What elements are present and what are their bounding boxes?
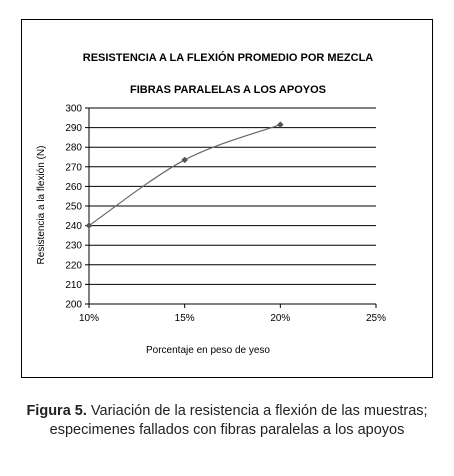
x-tick-label: 20% [270, 313, 291, 324]
y-tick-label: 270 [65, 162, 82, 174]
y-axis-label: Resistencia a la flexión (N) [36, 145, 47, 265]
chart-title-line-2: FIBRAS PARALELAS A LOS APOYOS [130, 84, 326, 96]
axes [85, 108, 376, 308]
series-line [89, 125, 280, 226]
x-tick-label: 10% [78, 313, 100, 324]
y-tick-label: 250 [65, 201, 82, 213]
figure-frame [21, 19, 433, 378]
data-point-marker [182, 157, 188, 163]
y-tick-label: 280 [65, 142, 82, 154]
grid-lines [89, 108, 376, 304]
y-tick-label: 200 [65, 299, 82, 311]
y-tick-label: 210 [65, 279, 82, 291]
y-tick-label: 240 [65, 221, 82, 233]
x-axis-label: Porcentaje en peso de yeso [146, 345, 270, 356]
x-tick-label: 25% [365, 313, 387, 324]
chart [22, 20, 432, 377]
chart-title-line-1: RESISTENCIA A LA FLEXIÓN PROMEDIO POR MEZCLA [82, 52, 374, 64]
caption-text: Variación de la resistencia a flexión de las muestras; especimenes fallados con fibras paralelas a los apoyos [49, 403, 428, 438]
data-point-marker [277, 122, 283, 128]
y-tick-label: 260 [65, 181, 82, 193]
y-tick-label: 220 [65, 260, 82, 272]
y-tick-label: 300 [65, 103, 82, 115]
x-tick-label: 15% [174, 313, 195, 324]
series [86, 122, 283, 229]
caption-label: Figura 5. [26, 403, 87, 419]
y-tick-labels [65, 104, 82, 311]
x-tick-labels [79, 313, 386, 324]
y-tick-label: 290 [65, 123, 82, 135]
figure-caption [0, 402, 454, 440]
y-tick-label: 230 [65, 240, 82, 252]
